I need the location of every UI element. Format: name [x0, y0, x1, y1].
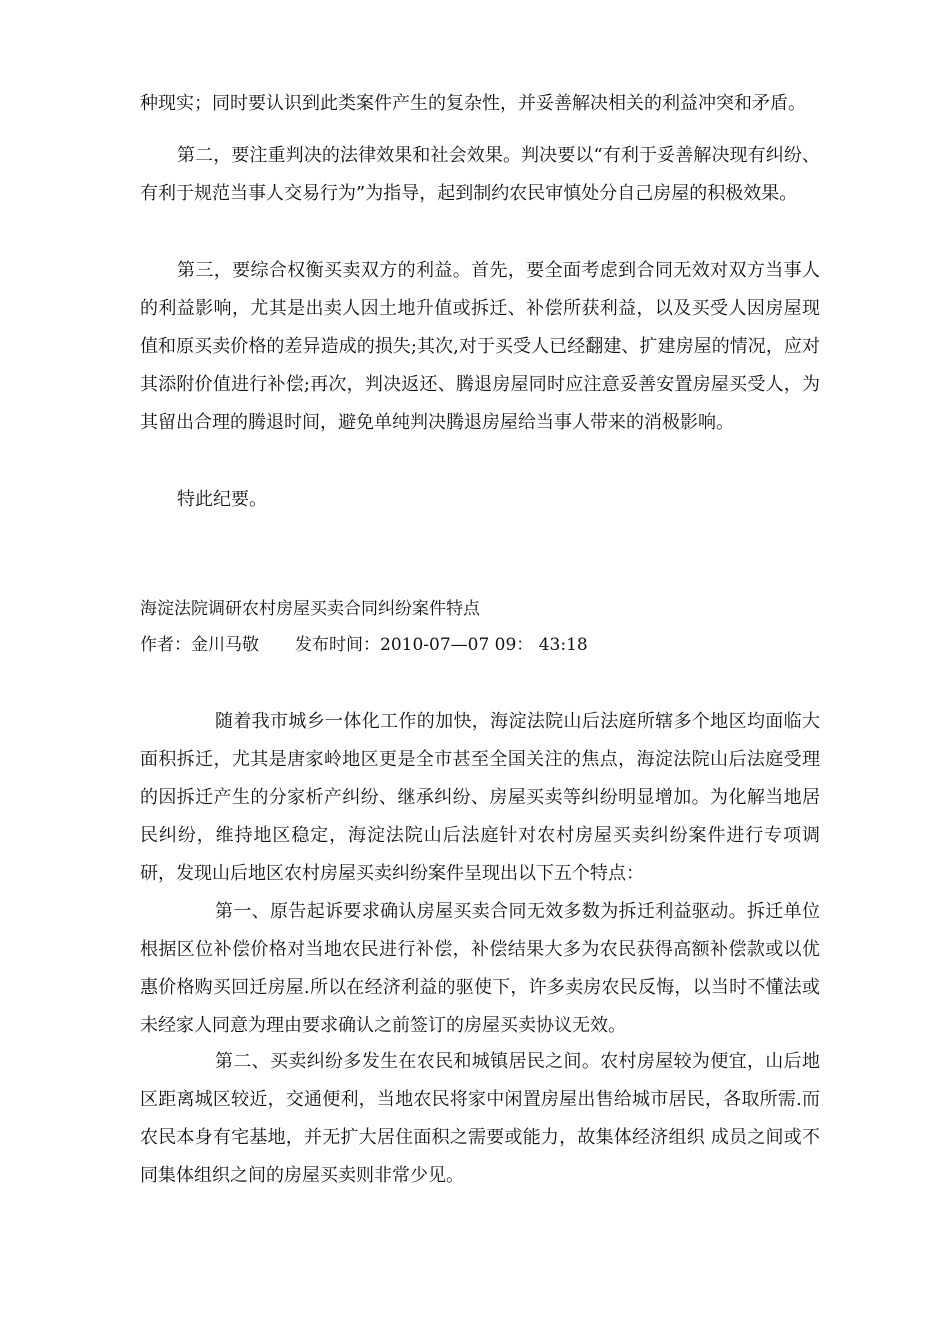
- article-title: 海淀法院调研农村房屋买卖合同纠纷案件特点: [140, 599, 480, 619]
- publish-date-label: 发布时间：2010-07—07 09： 43:18: [295, 635, 588, 655]
- continuation-paragraph: 种现实；同时要认识到此类案件产生的复杂性，并妥善解决相关的利益冲突和矛盾。: [140, 93, 806, 114]
- article-point-two-paragraph: 第二、买卖纠纷多发生在农民和城镇居民之间。农村房屋较为便宜，山后地区距离城区较近，交通便利，当地农民将家中闲置房屋出售给城市居民，各取所需.而农民本身有宅基地，并无扩大居住面积之需要或能力，故集体经济组织 成员之间或不同集体组织之间的房屋买卖则非常少见。: [140, 1051, 820, 1186]
- point-three-paragraph: 第三，要综合权衡买卖双方的利益。首先，要全面考虑到合同无效对双方当事人的利益影响，尤其是出卖人因土地升值或拆迁、补偿所获利益，以及买受人因房屋现值和原买卖价格的差异造成的损失;其次,对于买受人已经翻建、扩建房屋的情况，应对其添附价值进行补偿;再次，判决返还、腾退房屋同时应注意妥善安置房屋买受人，为其留出合理的腾退时间，避免单纯判决腾退房屋给当事人带来的消极影响。: [140, 260, 820, 433]
- article-point-one-paragraph: 第一、原告起诉要求确认房屋买卖合同无效多数为拆迁利益驱动。拆迁单位根据区位补偿价格对当地农民进行补偿，补偿结果大多为农民获得高额补偿款或以优惠价格购买回迁房屋.所以在经济利益的驱使下，许多卖房农民反悔，以当时不懂法或未经家人同意为理由要求确认之前签订的房屋买卖协议无效。: [140, 901, 820, 1036]
- author-label: 作者：金川马敬: [140, 635, 259, 655]
- article-intro-paragraph: 随着我市城乡一体化工作的加快，海淀法院山后法庭所辖多个地区均面临大面积拆迁，尤其是唐家岭地区更是全市甚至全国关注的焦点，海淀法院山后法庭受理的因拆迁产生的分家析产纠纷、继承纠纷、房屋买卖等纠纷明显增加。为化解当地居民纠纷，维持地区稳定，海淀法院山后法庭针对农村房屋买卖纠纷案件进行专项调研，发现山后地区农村房屋买卖纠纷案件呈现出以下五个特点：: [140, 711, 820, 884]
- point-two-paragraph: 第二，要注重判决的法律效果和社会效果。判决要以“有利于妥善解决现有纠纷、有利于规范当事人交易行为”为指导，起到制约农民审慎处分自己房屋的积极效果。: [140, 145, 820, 204]
- closing-remark: 特此纪要。: [177, 489, 267, 510]
- article-byline: [140, 633, 588, 657]
